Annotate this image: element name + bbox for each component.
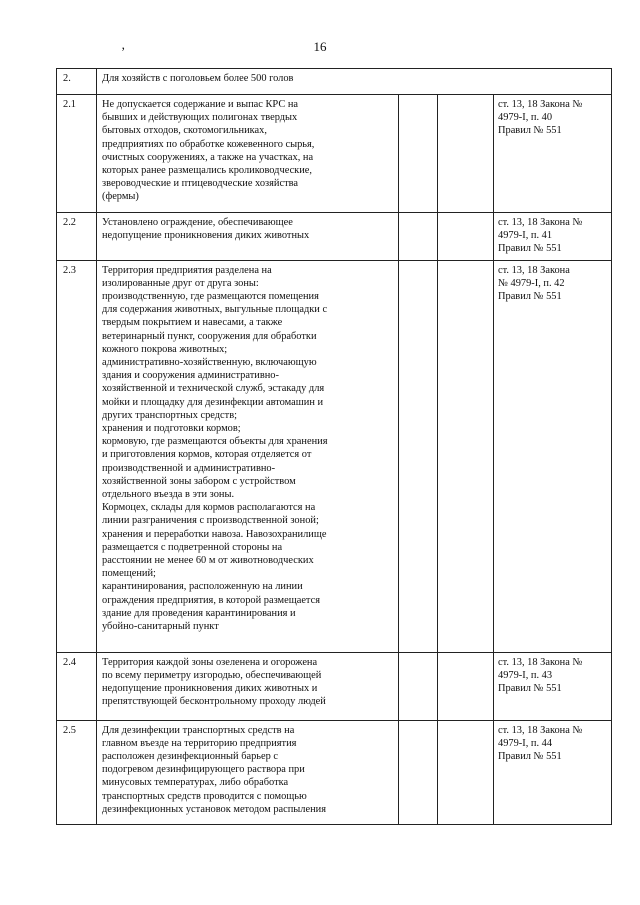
answer-cell-no bbox=[438, 260, 494, 652]
table-row bbox=[57, 213, 612, 261]
requirement-line: ветеринарный пункт, сооружения для обработки bbox=[102, 330, 317, 342]
requirement-text bbox=[97, 95, 399, 213]
answer-cell-yes bbox=[399, 260, 438, 652]
requirement-line: главном въезде на территорию предприятия bbox=[102, 737, 297, 749]
legal-reference bbox=[494, 95, 612, 213]
requirement-line: расстоянии не менее 60 м от животноводческих bbox=[102, 555, 314, 567]
requirement-line: Не допускается содержание и выпас КРС на bbox=[102, 99, 299, 110]
answer-cell-no bbox=[438, 652, 494, 720]
requirement-line: подогревом дезинфицирующего раствора при bbox=[102, 764, 305, 776]
requirement-line: Кормоцех, склады для кормов располагаются на bbox=[102, 502, 316, 514]
requirement-line: хранения и переработки навоза. Навозохранилище bbox=[102, 528, 327, 540]
requirement-line: размещается с подветренной стороны на bbox=[102, 541, 283, 553]
requirement-line: недопущение проникновения диких животных и bbox=[102, 683, 318, 695]
row-number: 2.4 bbox=[57, 652, 97, 720]
requirement-line: хранения и подготовки кормов; bbox=[102, 423, 241, 435]
requirement-line: и приготовления кормов, которая отделяется от bbox=[102, 449, 312, 461]
requirement-line: линии разграничения с производственной зоной; bbox=[102, 515, 319, 527]
requirement-line: хозяйственной зоны забором с устройством bbox=[102, 475, 296, 487]
reference-line: ст. 13, 18 Закона № bbox=[498, 724, 583, 736]
reference-line: ст. 13, 18 Закона № bbox=[498, 99, 583, 110]
requirement-line: твердым покрытием и навесами, а также bbox=[102, 317, 283, 329]
requirement-line: бытовых отходов, скотомогильниках, bbox=[102, 125, 267, 137]
answer-cell-yes bbox=[399, 213, 438, 261]
requirement-line: хозяйственной и технической служб, эстакаду для bbox=[102, 383, 325, 395]
requirement-line: расположен дезинфекционный барьер с bbox=[102, 751, 279, 763]
row-number: 2.1 bbox=[57, 95, 97, 213]
requirement-line: транспортных средств проводится с помощью bbox=[102, 790, 307, 802]
reference-line: Правил № 551 bbox=[498, 751, 562, 763]
requirement-line: Установлено ограждение, обеспечивающее bbox=[102, 217, 293, 228]
requirement-line: по всему периметру изгородью, обеспечивающей bbox=[102, 669, 322, 681]
page-number: 16 bbox=[313, 39, 327, 54]
table-row bbox=[57, 95, 612, 213]
requirement-line: мойки и площадку для дезинфекции автомашин и bbox=[102, 396, 324, 408]
requirement-line: отдельного въезда в эти зоны. bbox=[102, 489, 235, 501]
requirement-line: ограждения предприятия, в которой размещается bbox=[102, 594, 320, 606]
answer-cell-yes bbox=[399, 720, 438, 824]
reference-line: 4979-I, п. 41 bbox=[498, 230, 553, 242]
requirement-line: звероводческие и птицеводческие хозяйства bbox=[102, 178, 299, 190]
reference-line: Правил № 551 bbox=[498, 683, 562, 695]
requirement-line: очистных сооружениях, а также на участках, на bbox=[102, 151, 314, 163]
requirement-line: здание для проведения карантинирования и bbox=[102, 607, 296, 619]
answer-cell-yes bbox=[399, 95, 438, 213]
requirement-line: для содержания животных, выгульные площадки с bbox=[102, 304, 328, 316]
requirement-text bbox=[97, 720, 399, 824]
reference-line: Правил № 551 bbox=[498, 243, 562, 255]
requirement-line: Территория каждой зоны озеленена и огорожена bbox=[102, 656, 318, 668]
requirement-line: дезинфекционных установок методом распыления bbox=[102, 803, 326, 815]
reference-line: ст. 13, 18 Закона bbox=[498, 264, 570, 276]
stray-mark: ʼ bbox=[121, 44, 126, 59]
requirement-line: предприятиях по обработке кожевенного сырья, bbox=[102, 138, 315, 150]
reference-line: ст. 13, 18 Закона № bbox=[498, 656, 583, 668]
section-title: Для хозяйств с поголовьем более 500 голов bbox=[97, 69, 612, 95]
requirement-line: помещений; bbox=[102, 568, 156, 580]
reference-line: 4979-I, п. 43 bbox=[498, 669, 553, 681]
requirement-line: административно-хозяйственную, включающую bbox=[102, 357, 317, 369]
requirement-line: убойно-санитарный пункт bbox=[102, 621, 219, 633]
legal-reference bbox=[494, 260, 612, 652]
legal-reference bbox=[494, 720, 612, 824]
requirement-line: Для дезинфекции транспортных средств на bbox=[102, 724, 295, 736]
requirement-text bbox=[97, 213, 399, 261]
answer-cell-no bbox=[438, 213, 494, 261]
section-number: 2. bbox=[57, 69, 97, 95]
reference-line: № 4979-I, п. 42 bbox=[498, 277, 565, 289]
reference-line: Правил № 551 bbox=[498, 291, 562, 303]
answer-cell-yes bbox=[399, 652, 438, 720]
requirement-line: производственной и административно- bbox=[102, 462, 276, 474]
legal-reference bbox=[494, 652, 612, 720]
requirements-table bbox=[56, 68, 612, 825]
requirement-line: кожного покрова животных; bbox=[102, 343, 228, 355]
reference-line: Правил № 551 bbox=[498, 125, 562, 137]
requirement-line: бывших и действующих полигонах твердых bbox=[102, 112, 298, 124]
requirement-line: карантинирования, расположенную на линии bbox=[102, 581, 303, 593]
requirement-line: (фермы) bbox=[102, 191, 139, 203]
answer-cell-no bbox=[438, 95, 494, 213]
requirement-line: недопущение проникновения диких животных bbox=[102, 230, 310, 242]
row-number: 2.2 bbox=[57, 213, 97, 261]
table-row bbox=[57, 720, 612, 824]
row-number: 2.3 bbox=[57, 260, 97, 652]
table-row bbox=[57, 652, 612, 720]
requirement-line: здания и сооружения административно- bbox=[102, 370, 279, 382]
table-row bbox=[57, 260, 612, 652]
reference-line: 4979-I, п. 40 bbox=[498, 112, 553, 124]
requirement-line: Территория предприятия разделена на bbox=[102, 264, 272, 276]
row-number: 2.5 bbox=[57, 720, 97, 824]
reference-line: ст. 13, 18 Закона № bbox=[498, 217, 583, 228]
requirement-line: изолированные друг от друга зоны: bbox=[102, 277, 259, 289]
requirement-line: препятствующей бесконтрольному проходу людей bbox=[102, 696, 326, 708]
answer-cell-no bbox=[438, 720, 494, 824]
requirement-line: кормовую, где размещаются объекты для хранения bbox=[102, 436, 328, 448]
section-header-row bbox=[57, 69, 612, 95]
legal-reference bbox=[494, 213, 612, 261]
requirement-text bbox=[97, 652, 399, 720]
requirement-line: минусовых температурах, либо обработка bbox=[102, 777, 289, 789]
requirement-line: других транспортных средств; bbox=[102, 409, 238, 421]
requirement-line: производственную, где размещаются помещения bbox=[102, 291, 319, 303]
requirement-text bbox=[97, 260, 399, 652]
requirement-line: которых ранее размещались кролиководческие, bbox=[102, 165, 312, 177]
reference-line: 4979-I, п. 44 bbox=[498, 737, 553, 749]
